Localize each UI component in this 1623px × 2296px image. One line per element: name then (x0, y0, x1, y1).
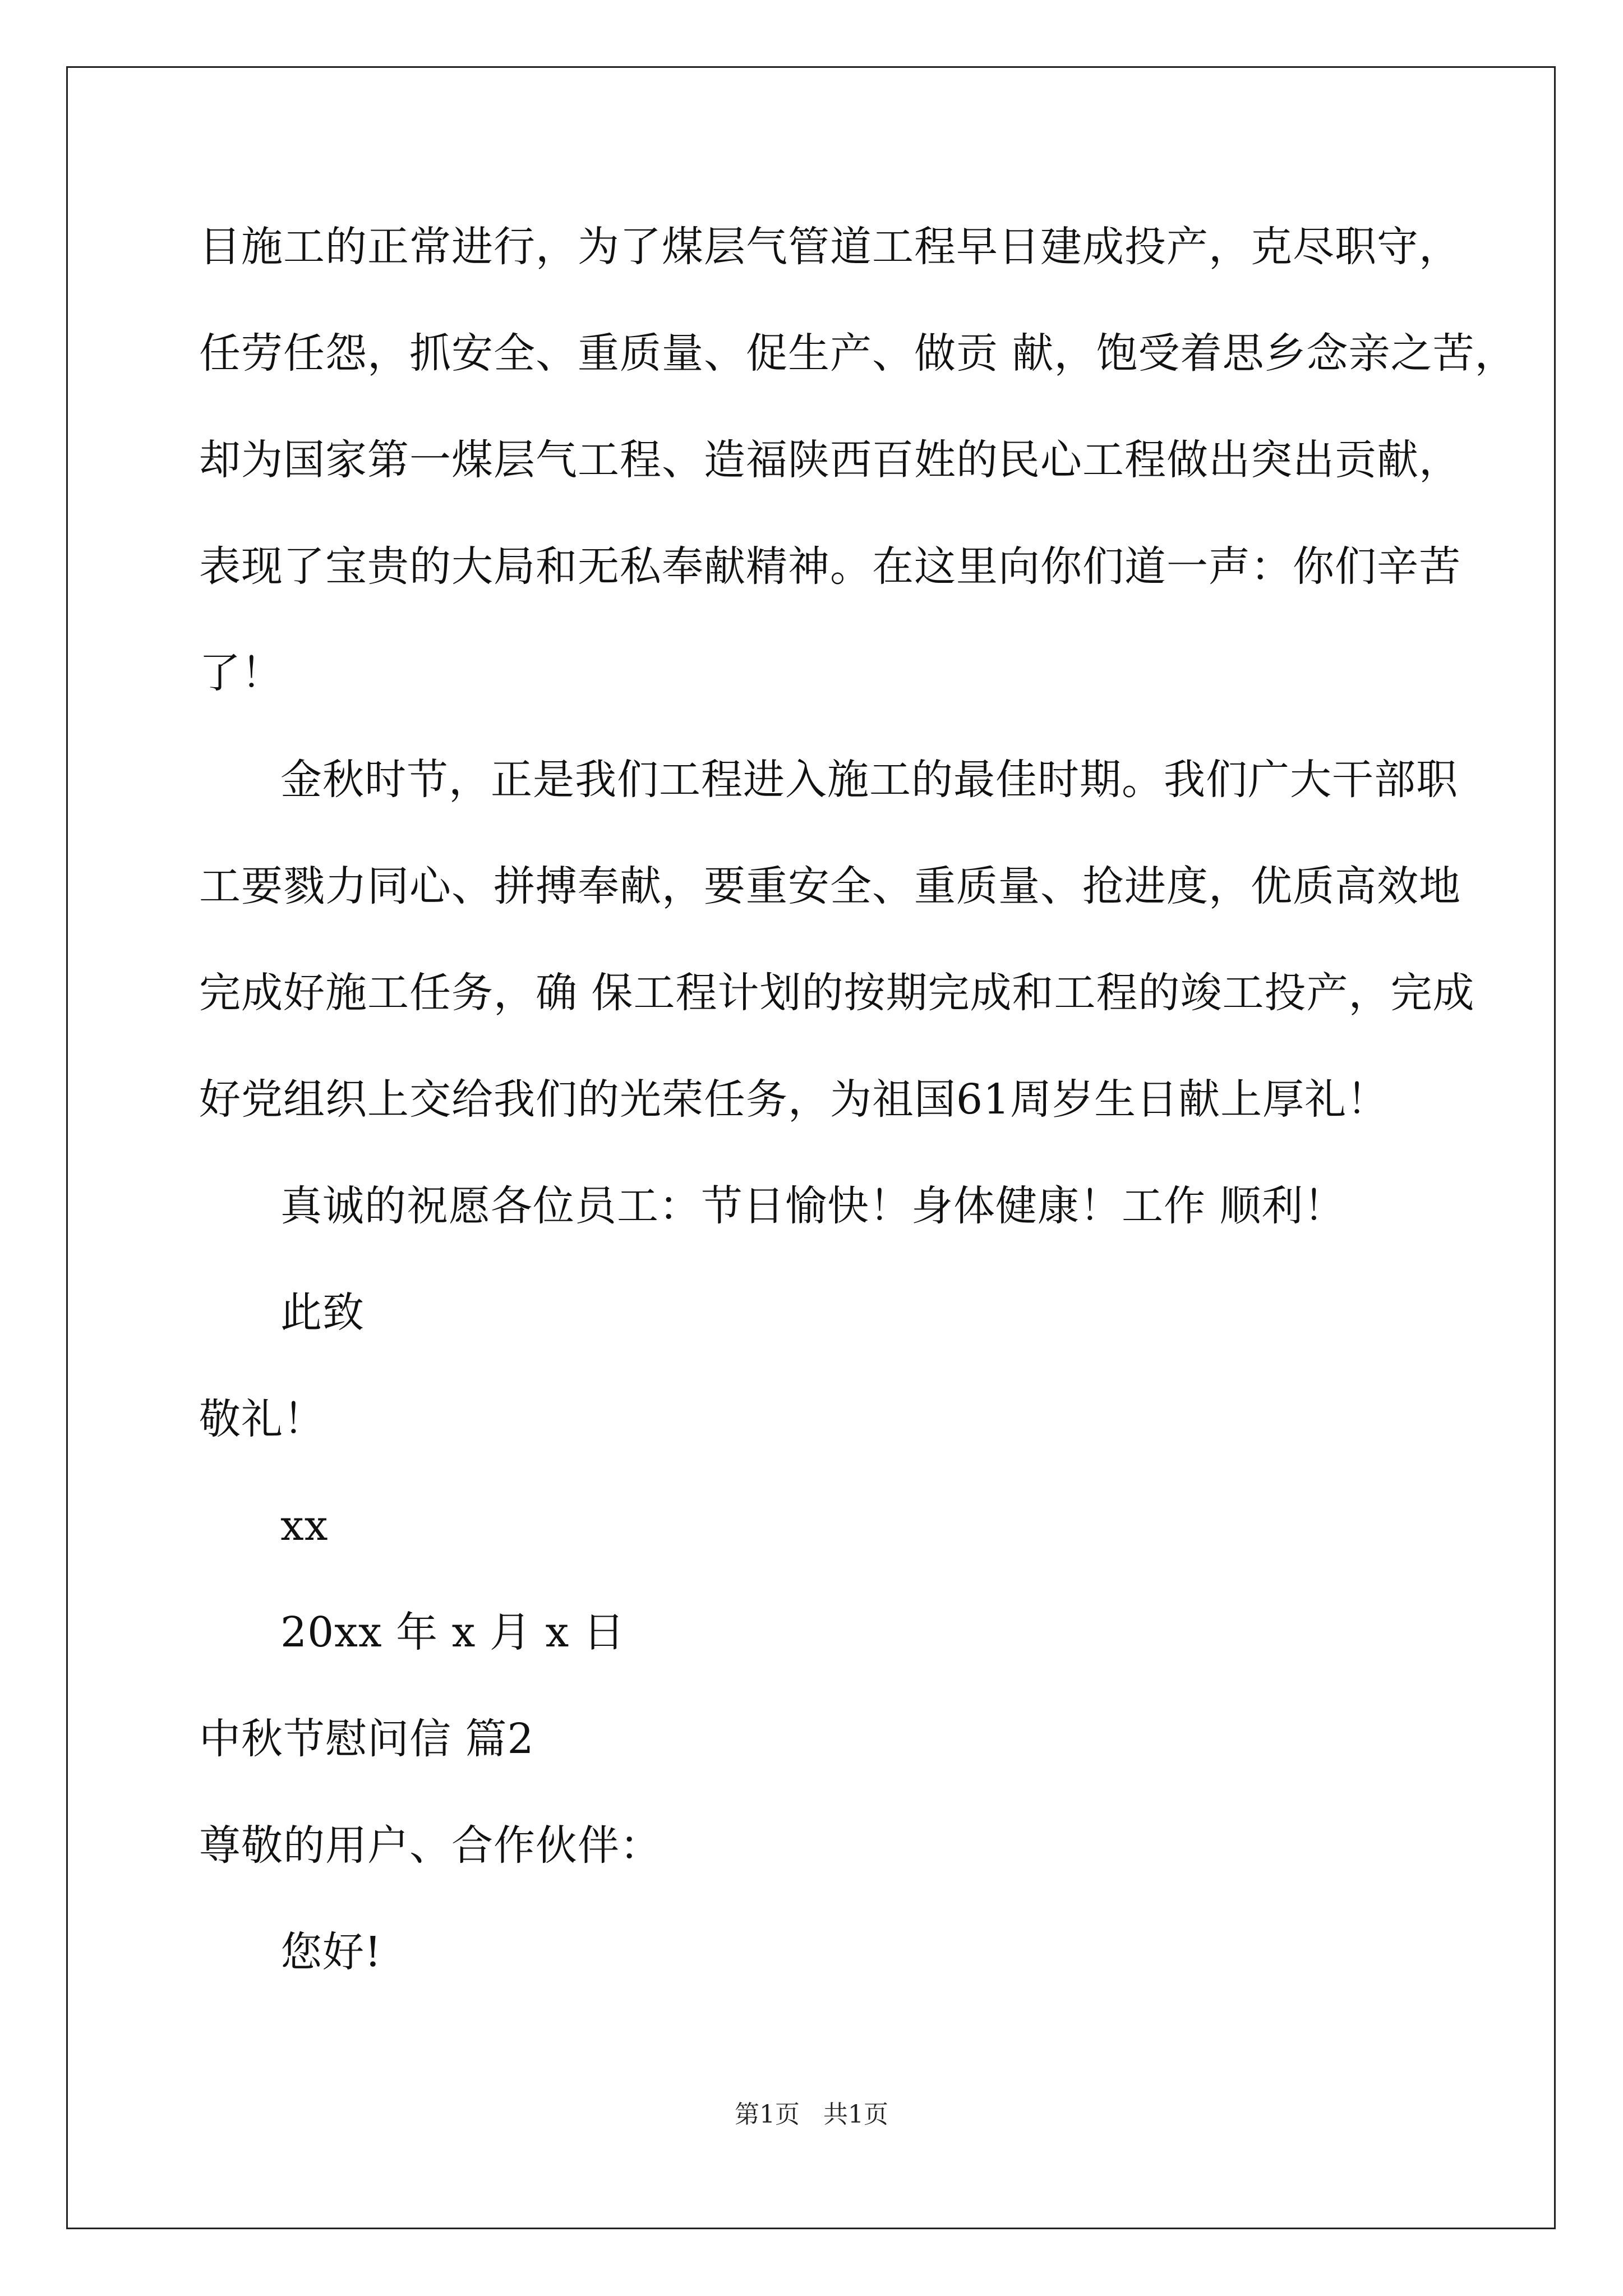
salutation-closing: 敬礼！ (199, 1395, 325, 1443)
body-line-3: 却为国家第一煤层气工程、造福陕西百姓的民心工程做出突出贡献， (199, 436, 1461, 484)
signature-name: xx (280, 1502, 329, 1550)
body-line-7: 工要戮力同心、拼搏奉献，要重安全、重质量、抢进度，优质高效地 (199, 862, 1461, 910)
section-title: 中秋节慰问信 篇2 (199, 1715, 534, 1763)
closing-phrase: 此致 (280, 1289, 365, 1337)
page-footer: 第1页 共1页 (735, 2100, 888, 2129)
body-line-2: 任劳任怨，抓安全、重质量、促生产、做贡 献，饱受着思乡念亲之苦， (199, 329, 1517, 378)
body-line-8: 完成好施工任务，确 保工程计划的按期完成和工程的竣工投产，完成 (199, 969, 1475, 1017)
body-line-1: 目施工的正常进行，为了煤层气管道工程早日建成投产，克尽职守， (199, 223, 1461, 271)
body-line-9: 好党组织上交给我们的光荣任务，为祖国61周岁生日献上厚礼！ (199, 1075, 1389, 1124)
paragraph-start-line: 金秋时节，正是我们工程进入施工的最佳时期。我们广大干部职 (280, 756, 1458, 804)
signature-date: 20xx 年 x 月 x 日 (280, 1608, 625, 1657)
greeting-hello: 您好! (280, 1928, 382, 1976)
body-line-4: 表现了宝贵的大局和无私奉献精神。在这里向你们道一声：你们辛苦 (199, 542, 1461, 591)
greeting-recipient: 尊敬的用户、合作伙伴： (199, 1821, 662, 1870)
wishes-line: 真诚的祝愿各位员工：节日愉快！身体健康！工作 顺利！ (280, 1182, 1346, 1230)
body-line-5: 了！ (199, 649, 283, 697)
page-border (66, 66, 1556, 2229)
